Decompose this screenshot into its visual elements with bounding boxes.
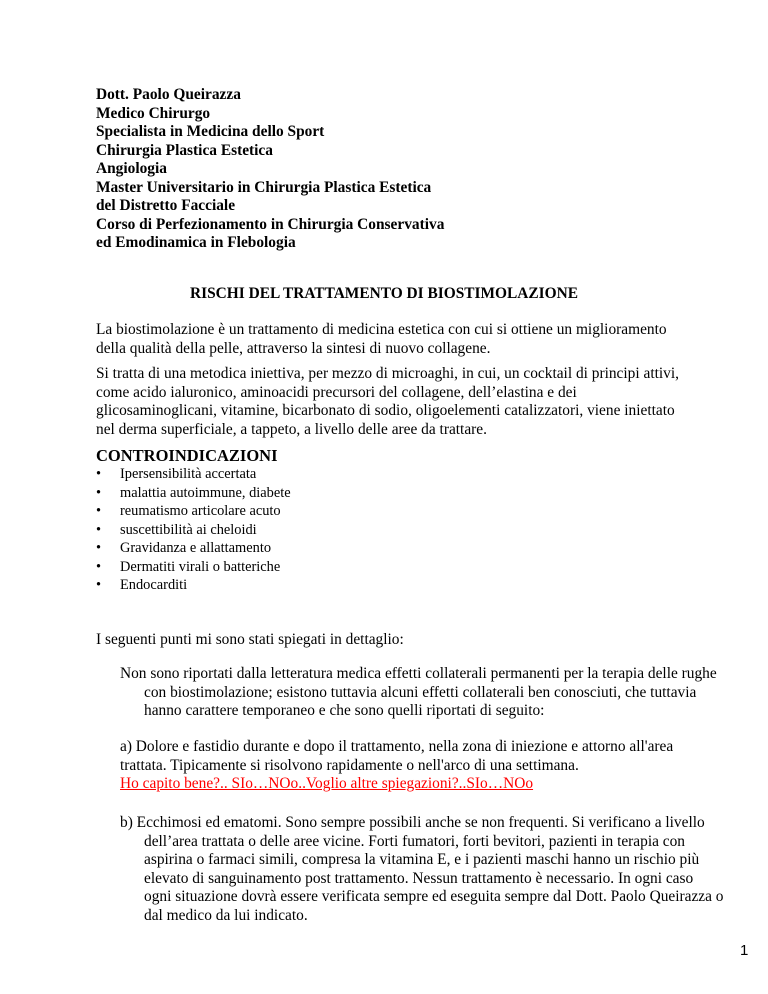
bullet-icon: • [96,558,102,575]
intro-paragraph: La biostimolazione è un trattamento di medicina estetica con cui si ottiene un miglioramento della qualità della pelle, attraverso la sintesi di nuovo collagene. [96,321,667,357]
list-item [96,484,291,503]
list-item-text: suscettibilità ai cheloidi [120,521,257,538]
contraindications-list [96,465,291,595]
list-item [96,502,291,521]
bullet-icon: • [96,466,102,482]
list-item [96,539,291,558]
doctor-header [96,86,444,253]
header-line: Dott. Paolo Queirazza [96,86,241,103]
list-item-text: malattia autoimmune, diabete [120,484,291,501]
page-number: 1 [740,942,749,959]
list-item [96,576,291,595]
list-item-text: reumatismo articolare acuto [120,503,281,519]
contraindications-heading: CONTROINDICAZIONI [96,446,278,465]
list-item-text: Gravidanza e allattamento [120,540,272,556]
confirm-question-line[interactable]: Ho capito bene?.. SIo…NOo..Voglio altre spiegazioni?..SIo…NOo [120,775,534,792]
document-title: RISCHI DEL TRATTAMENTO DI BIOSTIMOLAZIONE [190,285,578,302]
list-item-text: Endocarditi [120,577,188,593]
bullet-icon: • [96,521,102,538]
bullet-icon: • [96,577,102,593]
bullet-icon: • [96,503,102,519]
header-line: Corso di Perfezionamento in Chirurgia Conservativa [96,215,445,233]
item-a-text: a) Dolore e fastidio durante e dopo il trattamento, nella zona di iniezione e attorno all'area trattata. Tipicamente si risolvono rapidamente o nell'arco di una settimana. [120,738,674,774]
header-line: Chirurgia Plastica Estetica [96,141,273,159]
header-line: Master Universitario in Chirurgia Plastica Estetica [96,178,432,196]
list-item [96,521,291,540]
side-effects-paragraph: Non sono riportati dalla letteratura medica effetti collaterali permanenti per la terapia delle rughe con biostimolazione; esistono tuttavia alcuni effetti collaterali ben conosciuti, che tuttavia hanno carattere temporaneo e che sono quelli riportati di seguito: [120,665,717,719]
explained-points-intro: I seguenti punti mi sono stati spiegati in dettaglio: [96,631,404,648]
header-line: Angiologia [96,160,167,177]
bullet-icon: • [96,540,102,556]
list-item-text: Dermatiti virali o batteriche [120,558,281,575]
list-item [96,465,291,484]
item-b-paragraph: b) Ecchimosi ed ematomi. Sono sempre possibili anche se non frequenti. Si verificano a livello dell’area trattata o delle aree vicine. Forti fumatori, forti bevitori, pazienti in terapia con aspirina o farmaci simili, compresa la vitamina E, e i pazienti maschi hanno un rischio più elevato di sanguinamento post trattamento. Nessun trattamento è necessario. In ogni caso ogni situazione dovrà essere verificata sempre ed eseguita sempre dal Dott. Paolo Queirazza o dal medico da lui indicato. [120,814,724,924]
bullet-icon: • [96,484,102,501]
method-paragraph: Si tratta di una metodica iniettiva, per mezzo di microaghi, in cui, un cocktail di principi attivi, come acido ialuronico, aminoacidi precursori del collagene, dell’elastina e dei glicosaminoglicani, vitamine, bicarbonato di sodio, oligoelementi catalizzatori, viene iniettato nel derma superficiale, a tappeto, a livello delle aree da trattare. [96,365,679,438]
header-line: del Distretto Facciale [96,197,236,214]
header-line: Medico Chirurgo [96,104,211,122]
list-item-text: Ipersensibilità accertata [120,466,257,482]
header-line: Specialista in Medicina dello Sport [96,123,325,140]
list-item [96,558,291,577]
header-line: ed Emodinamica in Flebologia [96,234,296,251]
item-a-block [120,738,704,794]
